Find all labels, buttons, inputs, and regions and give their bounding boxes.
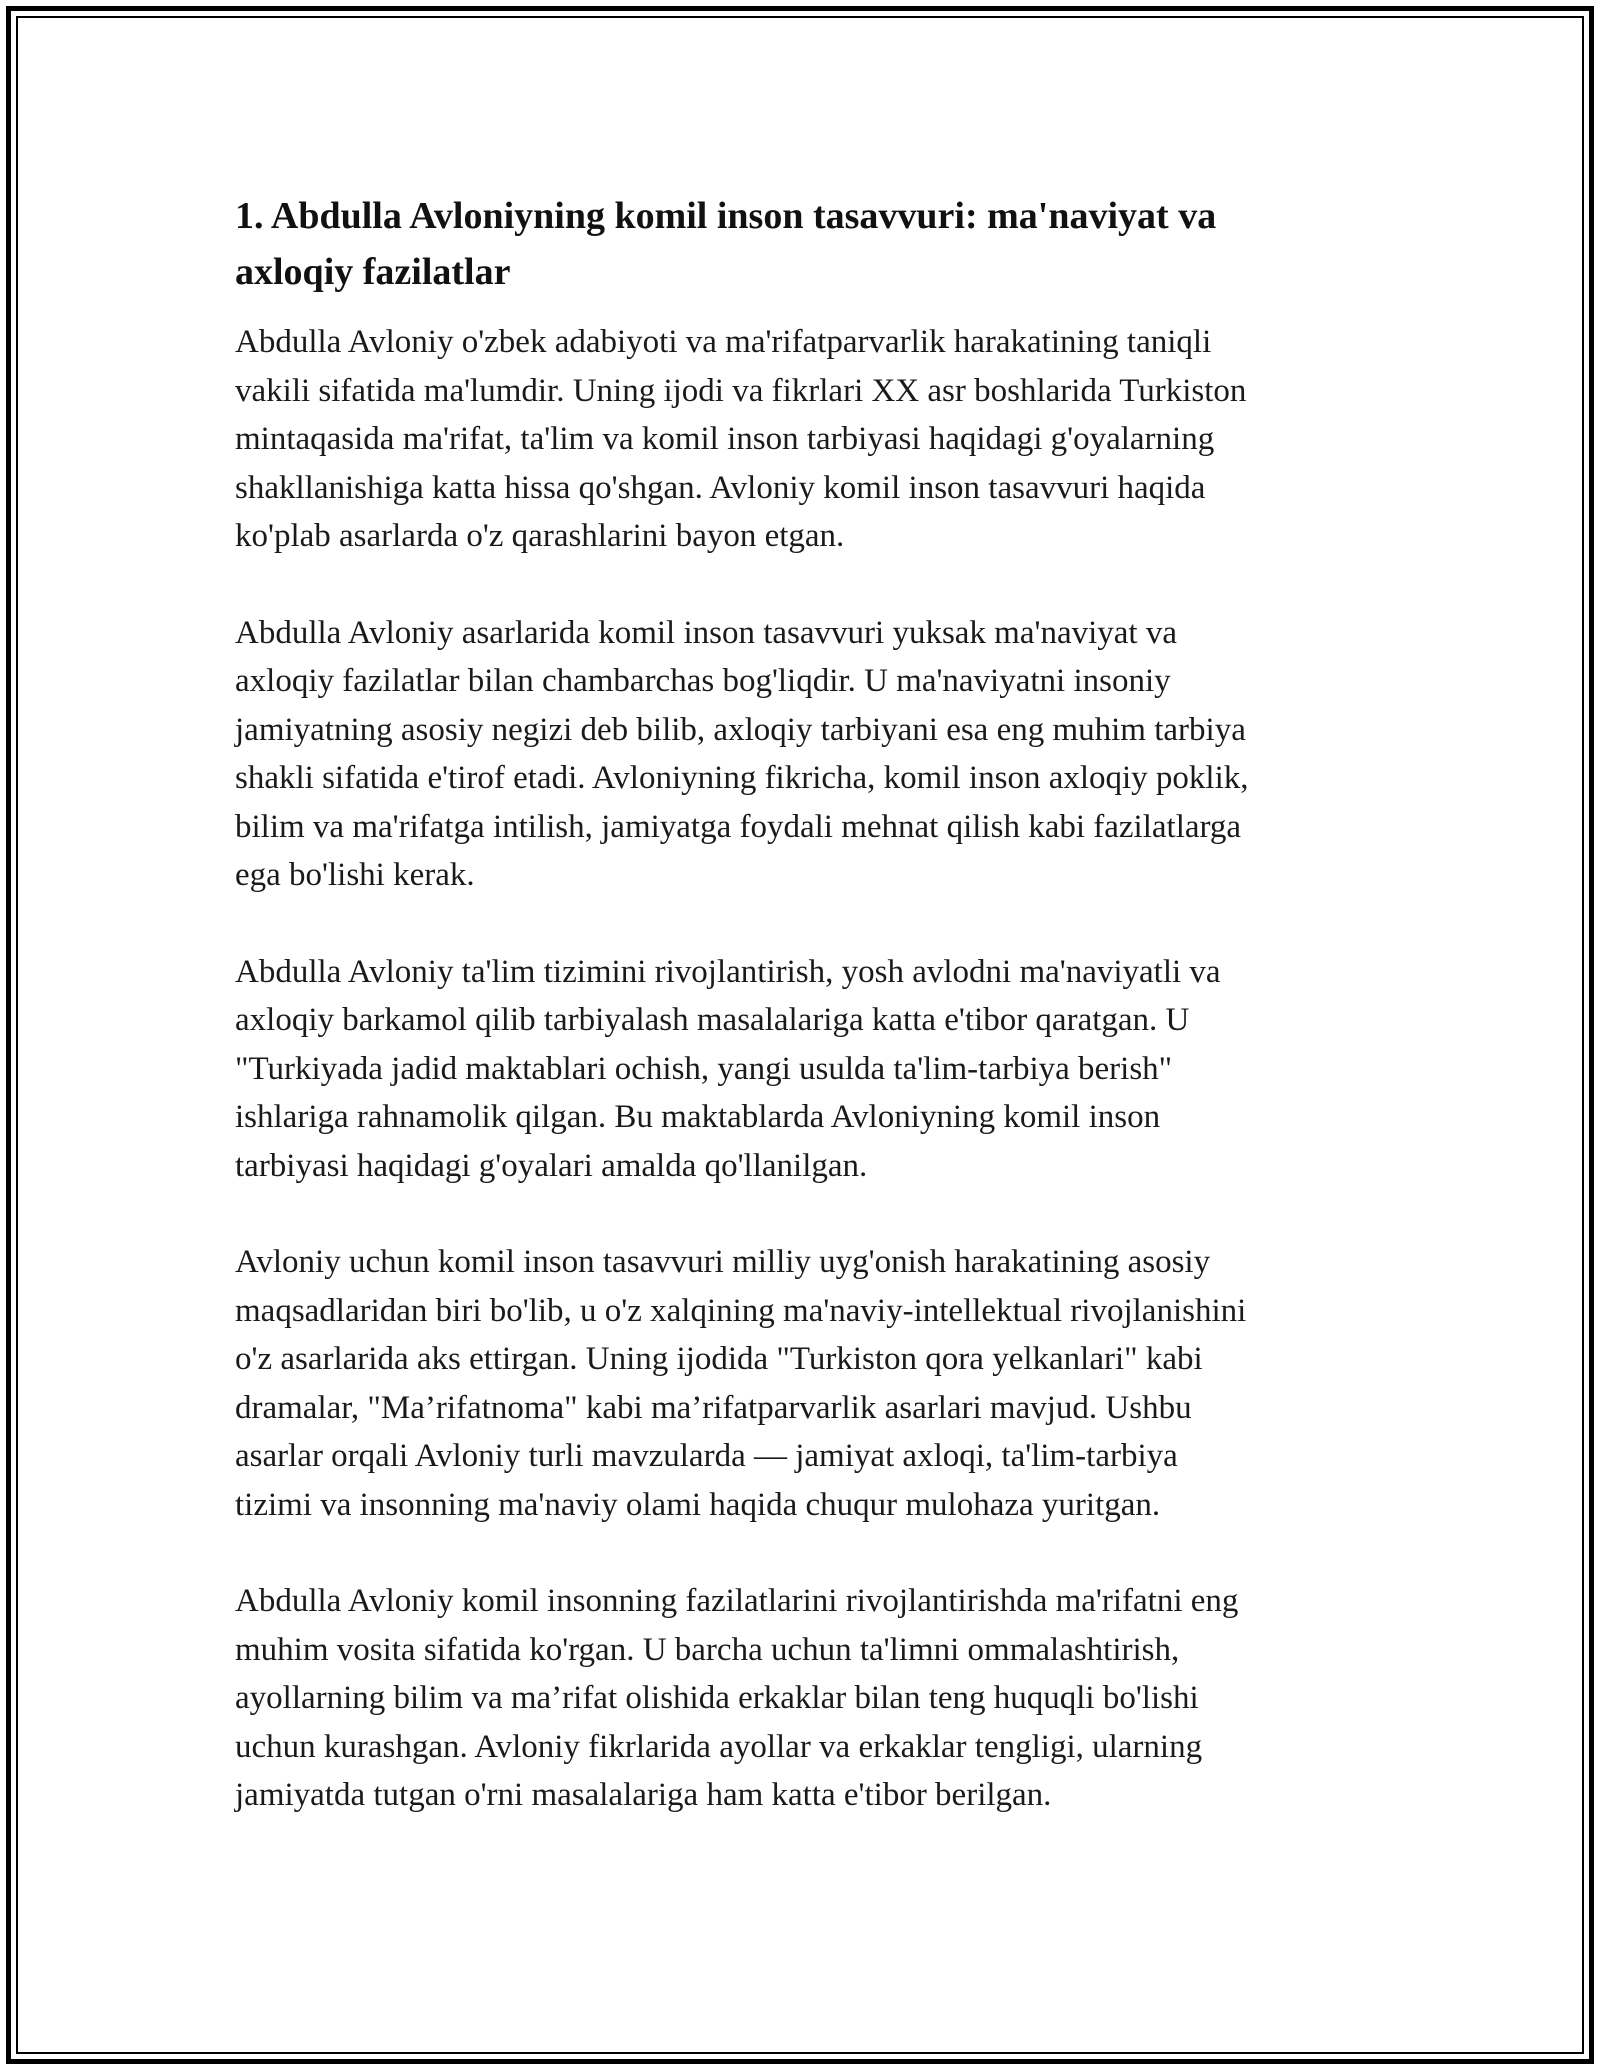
paragraph-3: Abdulla Avloniy ta'lim tizimini rivojlantirish, yosh avlodni ma'naviyatli va axloqiy barkamol qilib tarbiyalash masalalariga katta e'tibor qaratgan. U "Turkiyada jadid maktablari ochish, yangi usulda ta'lim-tarbiya berish" ishlariga rahnamolik qilgan. Bu maktablarda Avloniyning komil inson tarbiyasi haqidagi g'oyalari amalda qo'llanilgan. — [235, 953, 1221, 1184]
document-body — [235, 188, 1385, 1868]
section-heading: 1. Abdulla Avloniyning komil inson tasavvuri: ma'naviyat va axloqiy fazilatlar — [235, 195, 1217, 293]
paragraph-4: Avloniy uchun komil inson tasavvuri milliy uyg'onish harakatining asosiy maqsadlaridan biri bo'lib, u o'z xalqining ma'naviy-intellektual rivojlanishini o'z asarlarida aks ettirgan. Uning ijodida "Turkiston qora yelkanlari" kabi dramalar, "Ma’rifatnoma" kabi ma’rifatparvarlik asarlari mavjud. Ushbu asarlar orqali Avloniy turli mavzularda — jamiyat axloqi, ta'lim-tarbiya tizimi va insonning ma'naviy olami haqida chuqur mulohaza yuritgan. — [235, 1244, 1247, 1523]
paragraph-1: Abdulla Avloniy o'zbek adabiyoti va ma'rifatparvarlik harakatining taniqli vakili sifatida ma'lumdir. Uning ijodi va fikrlari XX asr boshlarida Turkiston mintaqasida ma'rifat, ta'lim va komil inson tarbiyasi haqidagi g'oyalarning shakllanishiga katta hissa qo'shgan. Avloniy komil inson tasavvuri haqida ko'plab asarlarda o'z qarashlarini bayon etgan. — [235, 324, 1247, 554]
paragraph-5: Abdulla Avloniy komil insonning fazilatlarini rivojlantirishda ma'rifatni eng muhim vosita sifatida ko'rgan. U barcha uchun ta'limni ommalashtirish, ayollarning bilim va ma’rifat olishida erkaklar bilan teng huquqli bo'lishi uchun kurashgan. Avloniy fikrlarida ayollar va erkaklar tengligi, ularning jamiyatda tutgan o'rni masalalariga ham katta e'tibor berilgan. — [235, 1583, 1239, 1813]
paragraph-2: Abdulla Avloniy asarlarida komil inson tasavvuri yuksak ma'naviyat va axloqiy fazilatlar bilan chambarchas bog'liqdir. U ma'naviyatni insoniy jamiyatning asosiy negizi deb bilib, axloqiy tarbiyani esa eng muhim tarbiya shakli sifatida e'tirof etadi. Avloniyning fikricha, komil inson axloqiy poklik, bilim va ma'rifatga intilish, jamiyatga foydali mehnat qilish kabi fazilatlarga ega bo'lishi kerak. — [235, 614, 1249, 893]
